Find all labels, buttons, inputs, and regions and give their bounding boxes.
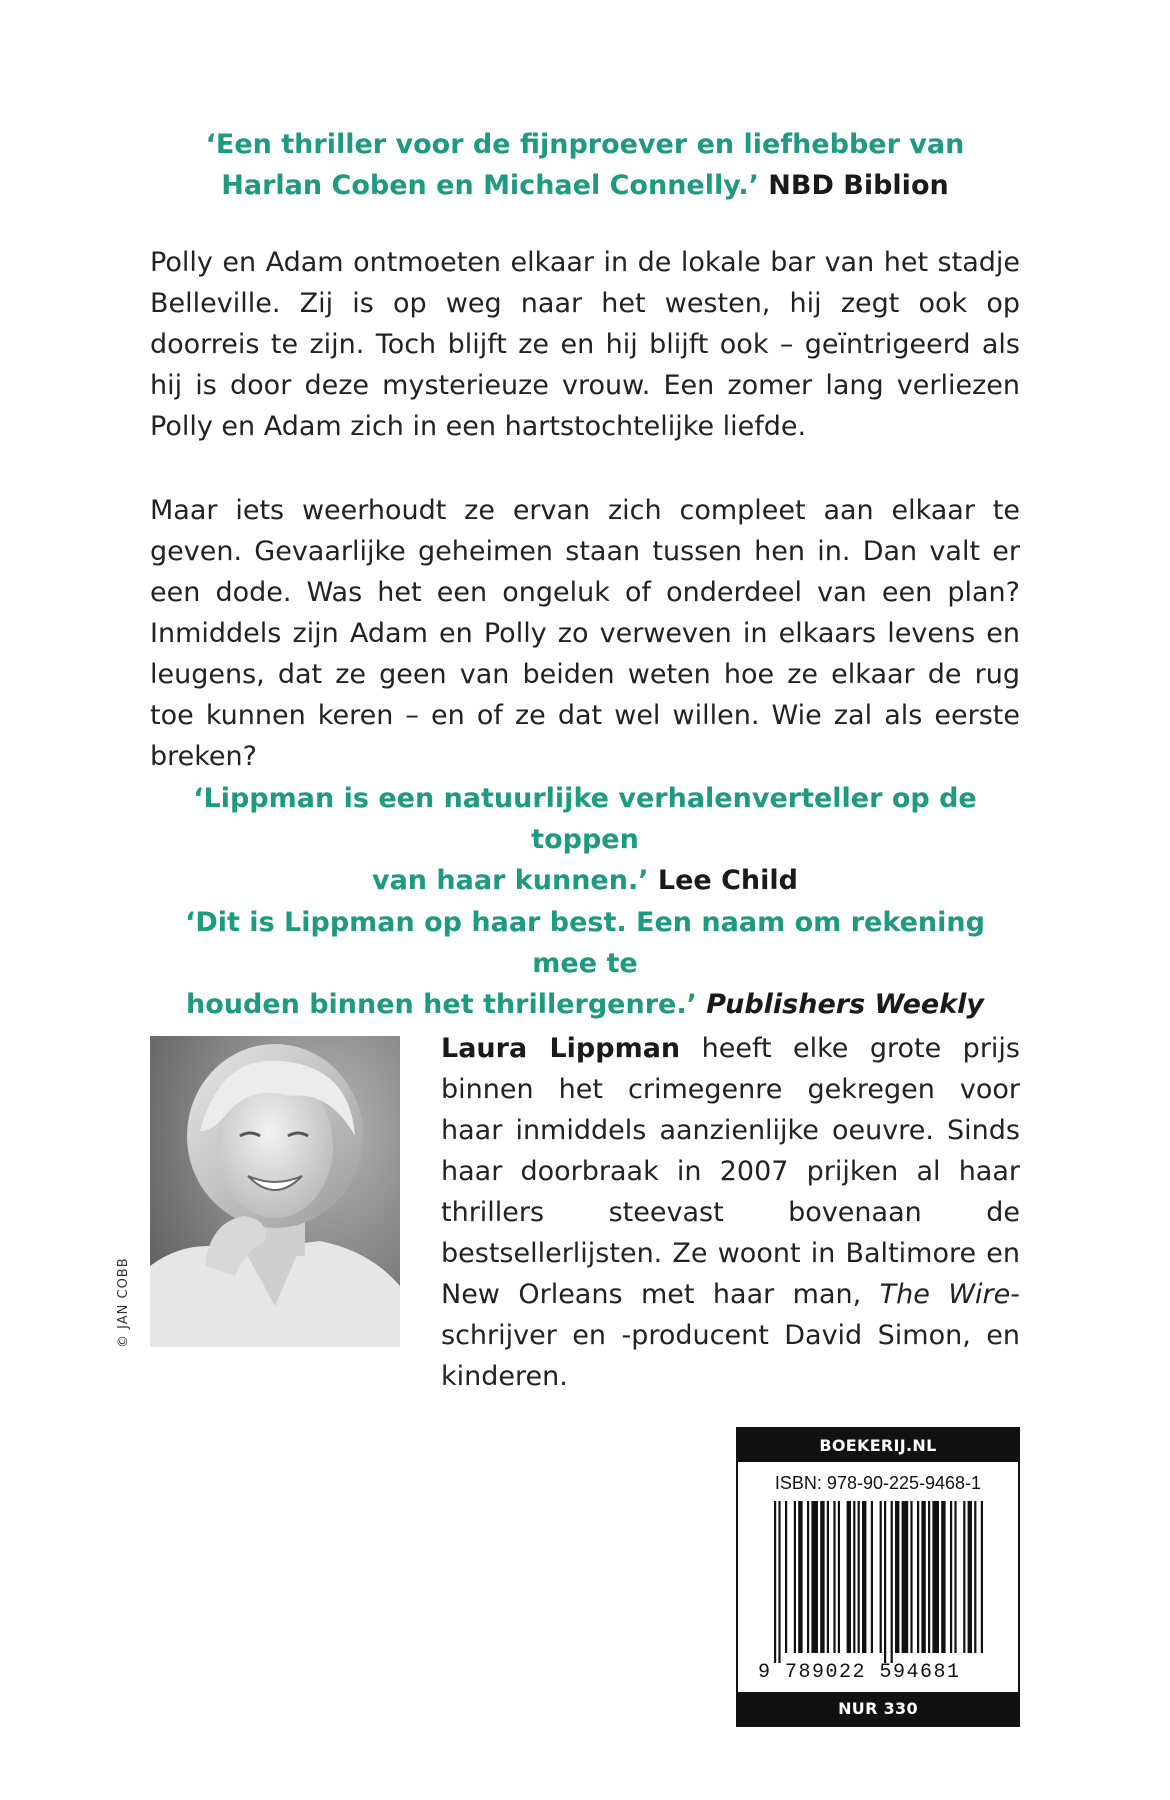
barcode-bar bbox=[807, 1501, 809, 1653]
barcode-bar bbox=[833, 1501, 835, 1653]
nur-label: NUR 330 bbox=[738, 1692, 1018, 1725]
isbn-label: ISBN: 978-90-225-9468-1 bbox=[774, 1473, 982, 1493]
barcode-bar bbox=[785, 1501, 787, 1653]
barcode-bar bbox=[941, 1501, 945, 1653]
barcode-bar bbox=[921, 1501, 925, 1653]
bio-show-title: The Wire bbox=[879, 1279, 1011, 1310]
barcode-bar bbox=[798, 1501, 802, 1653]
barcode-bar bbox=[928, 1501, 930, 1653]
barcode-bar bbox=[838, 1501, 840, 1653]
barcode-bar bbox=[853, 1501, 855, 1653]
quote-source: Lee Child bbox=[657, 865, 798, 896]
photo-credit: © JAN COBB bbox=[116, 1257, 131, 1348]
barcode-bar bbox=[968, 1501, 972, 1653]
quote-text: ‘Een thriller voor de fijnproever en liefhebber van bbox=[205, 129, 965, 160]
barcode-bar bbox=[774, 1501, 776, 1663]
barcode-bars bbox=[774, 1501, 988, 1663]
barcode-bar bbox=[917, 1501, 919, 1653]
barcode-bar bbox=[974, 1501, 976, 1653]
barcode-bar bbox=[871, 1501, 873, 1653]
barcode-bar bbox=[884, 1501, 886, 1663]
quote-text: ‘Dit is Lippman op haar best. Een naam om rekening mee te bbox=[185, 907, 985, 979]
bio-text: -schrijver en -producent David Simon, en kinderen. bbox=[441, 1279, 1020, 1392]
barcode-box bbox=[736, 1427, 1020, 1727]
blurb-paragraph-2: Maar iets weerhoudt ze ervan zich compleet aan elkaar te geven. Gevaarlijke geheimen staan tussen hen in. Dan valt er een dode. Was het een ongeluk of onderdeel van een plan? Inmiddels zijn Adam en Polly zo verweven in elkaars levens en leugens, dat ze geen van beiden weten hoe ze elkaar de rug toe kunnen keren – en of ze dat wel willen. Wie zal als eerste breken? bbox=[150, 495, 1020, 772]
barcode-bar bbox=[811, 1501, 818, 1653]
author-photo bbox=[150, 1036, 400, 1347]
quote-nbd-biblion bbox=[150, 124, 1020, 206]
barcode-bar bbox=[778, 1501, 780, 1663]
barcode-bar bbox=[880, 1501, 882, 1653]
quote-lee-child bbox=[150, 778, 1020, 901]
quote-source: NBD Biblion bbox=[768, 170, 949, 201]
barcode-bar bbox=[950, 1501, 952, 1653]
barcode-bar bbox=[954, 1501, 956, 1653]
quote-publishers-weekly bbox=[150, 902, 1020, 1025]
barcode-bar bbox=[820, 1501, 824, 1653]
quote-source: Publishers Weekly bbox=[706, 989, 985, 1020]
bio-text: heeft elke grote prijs binnen het crimegenre gekregen voor haar inmiddels aanzienlijke oeuvre. Sinds haar doorbraak in 2007 prijken al haar thrillers steevast bovenaan de bestsellerlijsten. Ze woont in Baltimore en New Orleans met haar man, bbox=[441, 1033, 1020, 1310]
barcode-bar bbox=[858, 1501, 860, 1653]
barcode-bar bbox=[862, 1501, 866, 1653]
barcode-bar bbox=[910, 1501, 912, 1653]
barcode-bar bbox=[794, 1501, 796, 1653]
author-bio bbox=[441, 1028, 1020, 1397]
quote-text: van haar kunnen.’ bbox=[371, 865, 649, 896]
barcode-bar bbox=[847, 1501, 851, 1653]
quote-text: ‘Lippman is een natuurlijke verhalenverteller op de toppen bbox=[193, 783, 977, 855]
barcode-bar bbox=[827, 1501, 829, 1653]
barcode-bar bbox=[902, 1501, 909, 1653]
author-portrait-illustration bbox=[150, 1036, 400, 1347]
barcode-bar bbox=[963, 1501, 965, 1653]
barcode-bar bbox=[891, 1501, 893, 1663]
quote-text: Harlan Coben en Michael Connelly.’ bbox=[221, 170, 759, 201]
author-name: Laura Lippman bbox=[441, 1033, 681, 1064]
barcode-bar bbox=[895, 1501, 899, 1653]
barcode-digits: 9 789022 594681 bbox=[758, 1661, 961, 1684]
barcode-bar bbox=[932, 1501, 939, 1653]
barcode-bar bbox=[981, 1501, 983, 1653]
quote-text: houden binnen het thrillergenre.’ bbox=[185, 989, 697, 1020]
publisher-label: BOEKERIJ.NL bbox=[738, 1429, 1018, 1462]
blurb-paragraph-1: Polly en Adam ontmoeten elkaar in de lokale bar van het stadje Belleville. Zij is op weg naar het westen, hij zegt ook op doorreis te zijn. Toch blijft ze en hij blijft ook – geïntrigeerd als hij is door deze mysterieuze vrouw. Een zomer lang verliezen Polly en Adam zich in een hartstochtelijke liefde. bbox=[150, 247, 1020, 442]
